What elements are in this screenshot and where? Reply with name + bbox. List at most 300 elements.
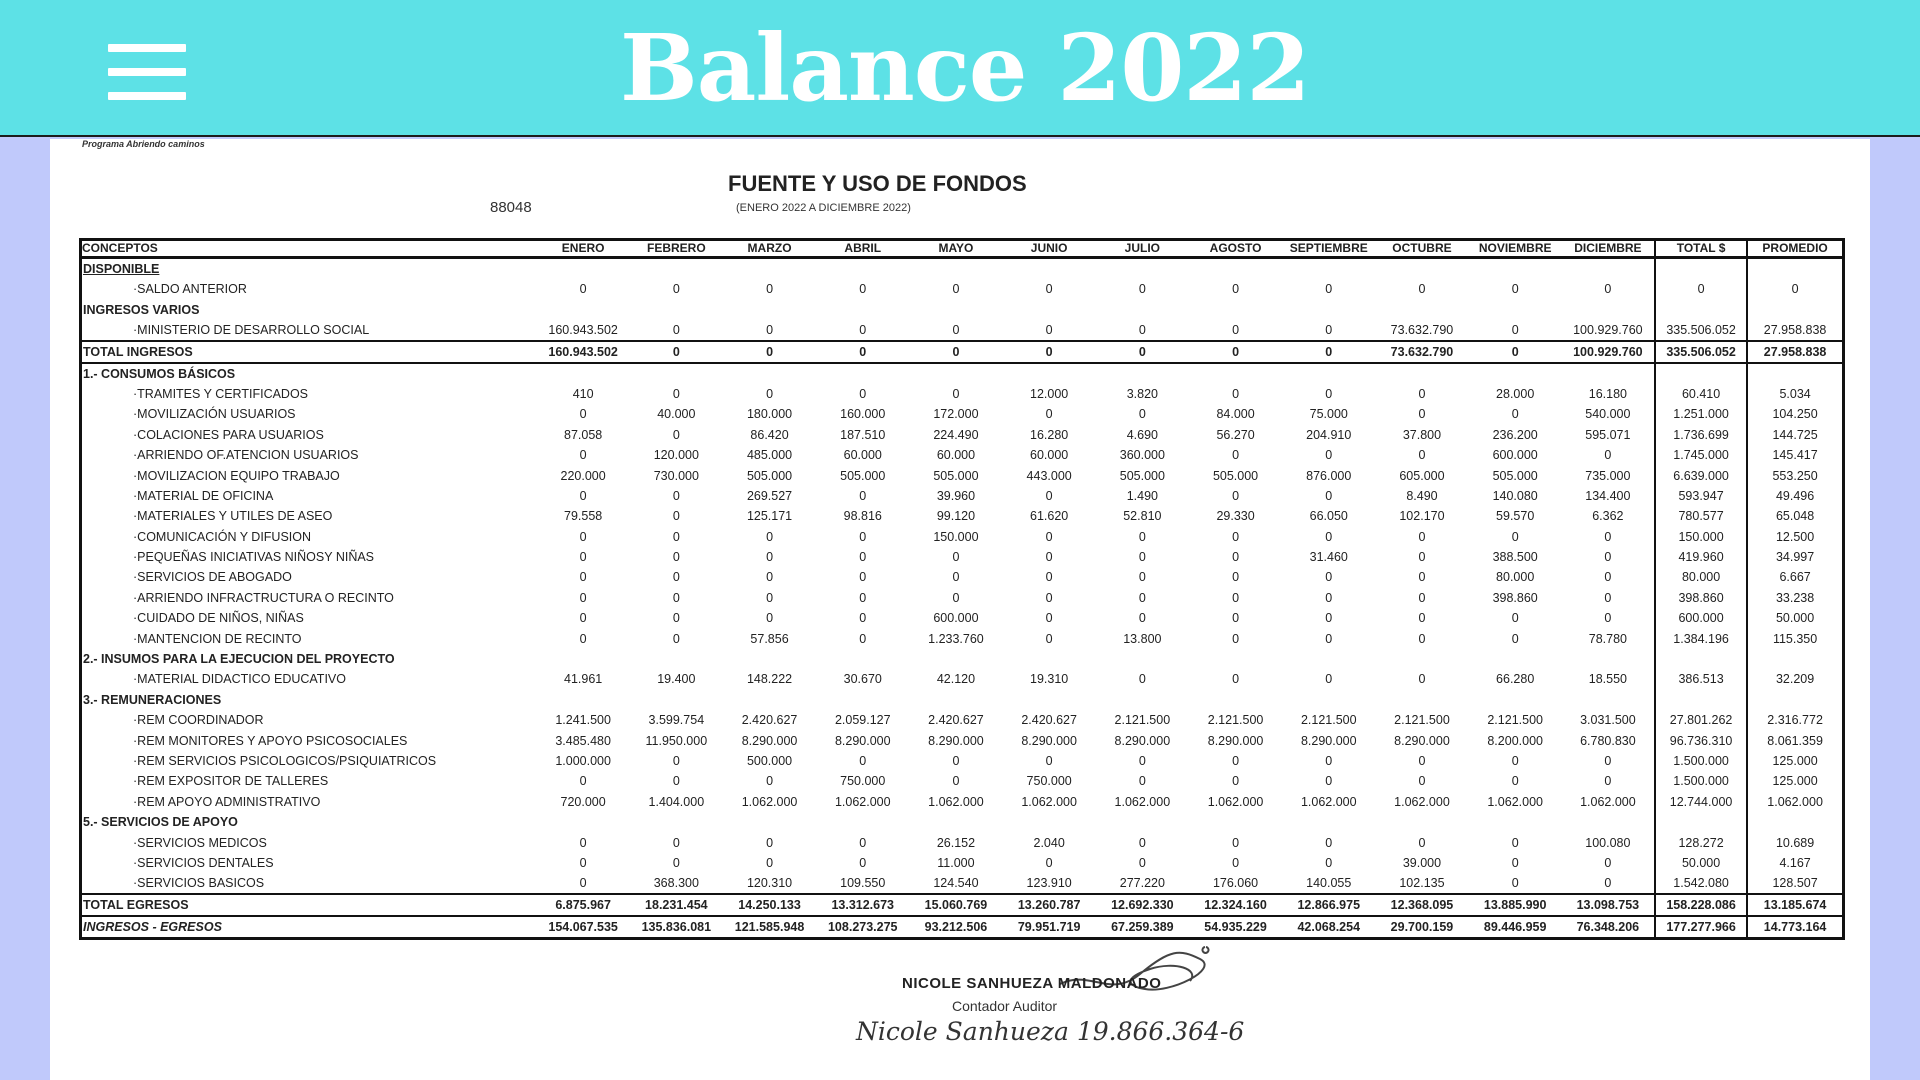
table-cell: 398.860 xyxy=(1492,590,1538,605)
table-row xyxy=(81,445,1844,465)
table-cell: 128.272 xyxy=(1655,832,1747,852)
table-cell xyxy=(537,258,630,280)
table-cell: 12.500 xyxy=(1747,527,1843,547)
table-cell xyxy=(1747,299,1843,319)
table-row xyxy=(81,832,1844,852)
column-header: JULIO xyxy=(1096,240,1189,258)
menu-line xyxy=(108,92,186,100)
table-cell: 42.120 xyxy=(936,672,976,687)
column-header: NOVIEMBRE xyxy=(1469,240,1562,258)
table-cell xyxy=(1655,258,1747,280)
table-cell xyxy=(723,812,816,832)
table-cell: 0 xyxy=(816,341,909,363)
table-cell: 89.446.959 xyxy=(1469,916,1562,939)
table-cell: 0 xyxy=(630,341,723,363)
table-cell: 0 xyxy=(1604,611,1612,626)
table-cell: 0 xyxy=(1232,754,1240,768)
table-cell: 0 xyxy=(1325,322,1333,337)
table-cell: 0 xyxy=(1604,550,1612,565)
row-label xyxy=(81,853,537,873)
table-cell: 0 xyxy=(1418,282,1426,297)
table-row xyxy=(81,792,1844,812)
table-cell: 109.550 xyxy=(840,876,886,891)
table-cell: 505.000 xyxy=(746,468,793,483)
table-cell: 600.000 xyxy=(1492,448,1538,463)
table-cell: 0 xyxy=(1232,774,1240,789)
table-cell: 0 xyxy=(1604,855,1612,870)
table-cell: 876.000 xyxy=(1306,468,1352,483)
table-cell: 2.121.500 xyxy=(1487,713,1543,728)
table-cell xyxy=(723,649,816,669)
table-cell: 79.951.719 xyxy=(1003,916,1096,939)
table-cell xyxy=(1655,299,1747,319)
table-row xyxy=(81,567,1844,587)
table-cell xyxy=(1747,258,1843,280)
table-cell: 0 xyxy=(1045,550,1053,565)
table-cell xyxy=(723,690,816,710)
table-cell: 57.856 xyxy=(750,631,789,646)
table-cell: 0 xyxy=(1138,550,1146,565)
table-cell: 0 xyxy=(579,448,587,463)
table-cell xyxy=(909,299,1002,319)
table-cell: 0 xyxy=(579,855,587,870)
table-row xyxy=(81,506,1844,526)
table-cell: 0 xyxy=(952,386,960,401)
table-cell: 100.080 xyxy=(1585,835,1631,850)
table-cell: 60.410 xyxy=(1655,384,1747,404)
table-cell: 0 xyxy=(1138,322,1146,337)
table-cell: 750.000 xyxy=(840,774,886,789)
table-cell xyxy=(1003,258,1096,280)
table-cell: 1.062.000 xyxy=(834,794,891,809)
row-label xyxy=(81,320,537,341)
signatory-role: Contador Auditor xyxy=(952,998,1058,1014)
table-row xyxy=(81,710,1844,730)
table-cell: 600.000 xyxy=(1655,608,1747,628)
table-cell: 125.000 xyxy=(1747,751,1843,771)
table-cell: 500.000 xyxy=(746,754,793,768)
table-row xyxy=(81,669,1844,689)
table-cell: 0 xyxy=(1418,570,1426,585)
table-cell xyxy=(1282,649,1375,669)
row-label xyxy=(81,690,537,710)
table-cell: 0 xyxy=(859,590,867,605)
table-row xyxy=(81,279,1844,299)
table-cell: 125.171 xyxy=(746,509,793,524)
table-cell: 0 xyxy=(1604,774,1612,789)
table-cell: 128.507 xyxy=(1747,873,1843,894)
table-cell: 8.490 xyxy=(1406,488,1438,503)
table-cell: 37.800 xyxy=(1402,427,1442,442)
table-cell: 0 xyxy=(952,754,960,768)
table-cell: 335.506.052 xyxy=(1655,341,1747,363)
table-cell: 1.251.000 xyxy=(1655,404,1747,424)
table-row xyxy=(81,527,1844,547)
row-label xyxy=(81,527,537,547)
table-cell: 56.270 xyxy=(1216,427,1255,442)
total-row xyxy=(81,341,1844,363)
table-cell: 0 xyxy=(1325,672,1333,687)
table-cell: 1.233.760 xyxy=(928,631,984,646)
table-cell: 176.060 xyxy=(1212,876,1259,891)
table-cell: 3.820 xyxy=(1126,386,1158,401)
table-cell: 76.348.206 xyxy=(1562,916,1655,939)
table-cell: 0 xyxy=(1045,322,1053,337)
table-row xyxy=(81,751,1844,771)
table-cell: 121.585.948 xyxy=(723,916,816,939)
table-cell xyxy=(1375,812,1468,832)
table-cell: 40.000 xyxy=(657,407,696,422)
column-header: AGOSTO xyxy=(1189,240,1282,258)
table-cell: 16.280 xyxy=(1030,427,1069,442)
table-cell: 0 xyxy=(1511,611,1519,626)
table-cell: 0 xyxy=(1418,611,1426,626)
funds-table xyxy=(79,238,1845,940)
table-cell: 0 xyxy=(766,386,774,401)
table-cell: 0 xyxy=(1604,282,1612,297)
table-cell: 505.000 xyxy=(933,468,979,483)
table-cell: 0 xyxy=(1232,448,1240,463)
table-cell: 0 xyxy=(1511,407,1519,422)
table-cell xyxy=(1469,690,1562,710)
column-header: TOTAL $ xyxy=(1655,240,1747,258)
table-cell: 0 xyxy=(1325,282,1333,297)
table-cell: 0 xyxy=(672,322,680,337)
table-cell xyxy=(1375,258,1468,280)
table-cell: 32.209 xyxy=(1747,669,1843,689)
table-row xyxy=(81,486,1844,506)
table-cell: 99.120 xyxy=(936,509,976,524)
table-cell: 29.700.159 xyxy=(1375,916,1468,939)
table-cell: 2.121.500 xyxy=(1394,713,1450,728)
section-row xyxy=(81,812,1844,832)
table-cell: 14.250.133 xyxy=(723,894,816,916)
table-cell: 125.000 xyxy=(1747,771,1843,791)
table-cell: 8.290.000 xyxy=(1114,733,1171,748)
table-cell xyxy=(1282,812,1375,832)
table-cell: 0 xyxy=(1418,407,1426,422)
table-cell: 0 xyxy=(1045,488,1053,503)
table-cell: 0 xyxy=(1418,550,1426,565)
table-cell: 443.000 xyxy=(1026,468,1072,483)
total-row xyxy=(81,894,1844,916)
table-cell: 780.577 xyxy=(1655,506,1747,526)
row-label-text: 5.- SERVICIOS DE APOYO xyxy=(83,815,238,830)
table-cell: 0 xyxy=(1418,448,1426,463)
table-cell: 0 xyxy=(952,550,960,565)
column-header: JUNIO xyxy=(1003,240,1096,258)
table-cell: 6.639.000 xyxy=(1655,465,1747,485)
table-cell: 2.059.127 xyxy=(834,713,891,728)
table-cell xyxy=(1096,299,1189,319)
table-cell: 93.212.506 xyxy=(909,916,1002,939)
row-label xyxy=(81,547,537,567)
table-cell: 0 xyxy=(1511,754,1519,768)
table-cell: 0 xyxy=(1604,448,1612,463)
row-label-text: ·REM SERVICIOS PSICOLOGICOS/PSIQUIATRICOS xyxy=(133,754,437,768)
table-cell: 30.670 xyxy=(843,672,882,687)
table-cell: 553.250 xyxy=(1747,465,1843,485)
table-cell: 0 xyxy=(579,282,587,297)
table-cell: 26.152 xyxy=(936,835,976,850)
column-header: SEPTIEMBRE xyxy=(1282,240,1375,258)
table-cell: 0 xyxy=(1232,386,1240,401)
table-cell: 0 xyxy=(859,611,867,626)
row-label xyxy=(81,445,537,465)
table-cell: 540.000 xyxy=(1585,407,1631,422)
table-cell xyxy=(909,258,1002,280)
top-bar xyxy=(0,0,1920,137)
row-label xyxy=(81,873,537,894)
table-cell: 19.310 xyxy=(1030,672,1069,687)
table-cell: 160.943.502 xyxy=(548,322,618,337)
table-cell: 1.500.000 xyxy=(1655,751,1747,771)
table-cell: 0 xyxy=(1604,590,1612,605)
table-cell xyxy=(723,258,816,280)
table-cell: 0 xyxy=(1604,570,1612,585)
table-cell: 0 xyxy=(1511,876,1519,891)
table-cell: 27.958.838 xyxy=(1747,341,1843,363)
table-cell: 0 xyxy=(672,282,680,297)
table-cell: 0 xyxy=(1138,570,1146,585)
table-cell: 0 xyxy=(1232,550,1240,565)
table-cell: 1.062.000 xyxy=(928,794,984,809)
table-cell: 0 xyxy=(1418,631,1426,646)
table-cell: 28.000 xyxy=(1496,386,1535,401)
table-cell: 13.885.990 xyxy=(1469,894,1562,916)
row-label xyxy=(81,404,537,424)
table-cell: 0 xyxy=(1138,529,1146,544)
table-cell: 0 xyxy=(1325,774,1333,789)
table-cell: 8.290.000 xyxy=(928,733,984,748)
table-cell: 2.040 xyxy=(1033,835,1065,850)
table-cell xyxy=(537,690,630,710)
table-cell: 0 xyxy=(1189,341,1282,363)
table-cell: 140.055 xyxy=(1306,876,1352,891)
table-cell: 1.062.000 xyxy=(1021,794,1077,809)
table-cell: 41.961 xyxy=(564,672,603,687)
row-label-text: ·MATERIAL DE OFICINA xyxy=(133,488,274,503)
table-cell: 1.745.000 xyxy=(1655,445,1747,465)
table-cell: 0 xyxy=(1469,341,1562,363)
table-cell: 66.050 xyxy=(1309,509,1348,524)
column-header: MAYO xyxy=(909,240,1002,258)
table-row xyxy=(81,465,1844,485)
table-cell: 96.736.310 xyxy=(1655,730,1747,750)
table-cell xyxy=(1469,649,1562,669)
table-cell xyxy=(1469,299,1562,319)
table-cell: 1.500.000 xyxy=(1655,771,1747,791)
table-cell: 73.632.790 xyxy=(1390,322,1454,337)
row-label-text: 3.- REMUNERACIONES xyxy=(83,692,222,707)
table-cell: 0 xyxy=(672,774,680,789)
table-cell: 0 xyxy=(1325,835,1333,850)
row-label xyxy=(81,608,537,628)
table-cell: 0 xyxy=(1655,279,1747,299)
table-cell xyxy=(1189,258,1282,280)
column-header: MARZO xyxy=(723,240,816,258)
table-cell: 0 xyxy=(579,570,587,585)
menu-line xyxy=(108,44,186,52)
table-cell: 124.540 xyxy=(933,876,979,891)
table-cell: 0 xyxy=(1325,590,1333,605)
table-row xyxy=(81,628,1844,648)
row-label xyxy=(81,710,537,730)
row-label xyxy=(81,792,537,812)
row-label xyxy=(81,384,537,404)
table-cell: 0 xyxy=(672,590,680,605)
table-cell: 0 xyxy=(766,282,774,297)
table-cell: 368.300 xyxy=(653,876,699,891)
table-cell xyxy=(1282,258,1375,280)
table-cell: 61.620 xyxy=(1030,509,1069,524)
row-label xyxy=(81,894,537,916)
table-cell: 1.404.000 xyxy=(648,794,705,809)
row-label-text: ·CUIDADO DE NIÑOS, NIÑAS xyxy=(133,611,304,626)
table-cell: 0 xyxy=(766,529,774,544)
table-cell: 2.420.627 xyxy=(741,713,798,728)
table-cell: 605.000 xyxy=(1399,468,1445,483)
table-cell xyxy=(630,299,723,319)
table-cell xyxy=(1747,363,1843,384)
row-label xyxy=(81,669,537,689)
table-cell: 0 xyxy=(859,488,867,503)
program-name: Programa Abriendo caminos xyxy=(82,139,205,149)
table-cell xyxy=(1562,299,1655,319)
row-label-text: ·ARRIENDO OF.ATENCION USUARIOS xyxy=(133,448,359,463)
table-cell: 0 xyxy=(1418,774,1426,789)
table-cell xyxy=(1562,363,1655,384)
table-cell: 0 xyxy=(1418,835,1426,850)
table-cell: 1.062.000 xyxy=(1487,794,1543,809)
table-cell: 8.290.000 xyxy=(1021,733,1077,748)
row-label-text: ·MOVILIZACIÓN USUARIOS xyxy=(133,407,296,422)
table-cell: 720.000 xyxy=(560,794,606,809)
section-row xyxy=(81,258,1844,280)
table-cell: 50.000 xyxy=(1747,608,1843,628)
table-cell: 78.780 xyxy=(1588,631,1627,646)
table-cell: 0 xyxy=(859,282,867,297)
table-cell: 2.420.627 xyxy=(1021,713,1077,728)
table-cell: 0 xyxy=(1232,529,1240,544)
table-cell: 12.866.975 xyxy=(1282,894,1375,916)
row-label-text: ·ARRIENDO INFRACTRUCTURA O RECINTO xyxy=(133,590,394,605)
table-cell: 0 xyxy=(579,488,587,503)
table-cell xyxy=(1189,299,1282,319)
table-cell: 0 xyxy=(1138,855,1146,870)
table-header-row xyxy=(81,240,1844,258)
section-row xyxy=(81,363,1844,384)
table-cell: 50.000 xyxy=(1655,853,1747,873)
table-cell: 100.929.760 xyxy=(1573,322,1643,337)
table-cell: 505.000 xyxy=(840,468,886,483)
table-cell: 66.280 xyxy=(1496,672,1535,687)
table-cell: 42.068.254 xyxy=(1282,916,1375,939)
document-title: FUENTE Y USO DE FONDOS xyxy=(728,171,1027,196)
table-cell: 0 xyxy=(672,754,680,768)
table-cell: 0 xyxy=(1138,835,1146,850)
table-cell xyxy=(1096,690,1189,710)
table-cell: 3.031.500 xyxy=(1580,713,1636,728)
table-cell: 100.929.760 xyxy=(1562,341,1655,363)
row-label-text: ·MANTENCION DE RECINTO xyxy=(133,631,302,646)
section-row xyxy=(81,649,1844,669)
document-period: (ENERO 2022 A DICIEMBRE 2022) xyxy=(736,202,911,214)
page-title: Balance 2022 xyxy=(620,14,1310,122)
table-cell: 204.910 xyxy=(1306,427,1352,442)
row-label xyxy=(81,751,537,771)
table-cell: 0 xyxy=(766,322,774,337)
table-cell: 0 xyxy=(1138,611,1146,626)
table-cell: 0 xyxy=(1511,282,1519,297)
table-cell: 13.185.674 xyxy=(1747,894,1843,916)
table-cell: 12.692.330 xyxy=(1096,894,1189,916)
table-cell xyxy=(630,812,723,832)
section-row xyxy=(81,299,1844,319)
row-label xyxy=(81,258,537,280)
table-cell: 144.725 xyxy=(1747,425,1843,445)
signatory-name: NICOLE SANHUEZA MALDONADO xyxy=(902,975,1162,992)
table-cell: 505.000 xyxy=(1212,468,1259,483)
column-header: ENERO xyxy=(537,240,630,258)
hamburger-menu-icon[interactable] xyxy=(108,44,186,100)
table-row xyxy=(81,853,1844,873)
table-cell xyxy=(1655,649,1747,669)
table-cell xyxy=(1189,812,1282,832)
table-cell: 220.000 xyxy=(560,468,606,483)
table-cell: 0 xyxy=(1045,282,1053,297)
table-cell: 0 xyxy=(1325,386,1333,401)
table-cell: 5.034 xyxy=(1747,384,1843,404)
table-cell xyxy=(1562,812,1655,832)
table-cell: 0 xyxy=(1418,386,1426,401)
table-cell: 1.062.000 xyxy=(1114,794,1171,809)
table-cell: 8.290.000 xyxy=(1207,733,1264,748)
table-cell xyxy=(1282,690,1375,710)
table-cell xyxy=(630,363,723,384)
table-cell xyxy=(630,649,723,669)
row-label-text: ·REM MONITORES Y APOYO PSICOSOCIALES xyxy=(133,733,408,748)
section-row xyxy=(81,690,1844,710)
row-label-text: ·COMUNICACIÓN Y DIFUSION xyxy=(133,529,312,544)
table-cell xyxy=(1655,812,1747,832)
column-header: ABRIL xyxy=(816,240,909,258)
table-cell: 13.800 xyxy=(1123,631,1162,646)
table-cell: 335.506.052 xyxy=(1655,320,1747,341)
table-cell: 33.238 xyxy=(1747,588,1843,608)
table-cell: 12.368.095 xyxy=(1375,894,1468,916)
table-cell: 0 xyxy=(723,341,816,363)
table-cell xyxy=(1469,812,1562,832)
row-label xyxy=(81,567,537,587)
table-cell: 84.000 xyxy=(1216,407,1255,422)
table-cell: 360.000 xyxy=(1119,448,1165,463)
row-label-text: ·SERVICIOS DE ABOGADO xyxy=(133,570,292,585)
table-cell xyxy=(1562,649,1655,669)
table-cell: 52.810 xyxy=(1123,509,1162,524)
table-cell: 12.744.000 xyxy=(1655,792,1747,812)
table-cell: 8.290.000 xyxy=(1394,733,1450,748)
table-cell: 0 xyxy=(672,488,680,503)
row-label-text: ·MOVILIZACION EQUIPO TRABAJO xyxy=(133,468,340,483)
column-header-conceptos: CONCEPTOS xyxy=(81,240,537,258)
table-cell: 0 xyxy=(766,835,774,850)
table-cell: 505.000 xyxy=(1119,468,1165,483)
table-cell xyxy=(1003,690,1096,710)
table-cell: 0 xyxy=(579,550,587,565)
row-label xyxy=(81,628,537,648)
table-cell xyxy=(1469,363,1562,384)
